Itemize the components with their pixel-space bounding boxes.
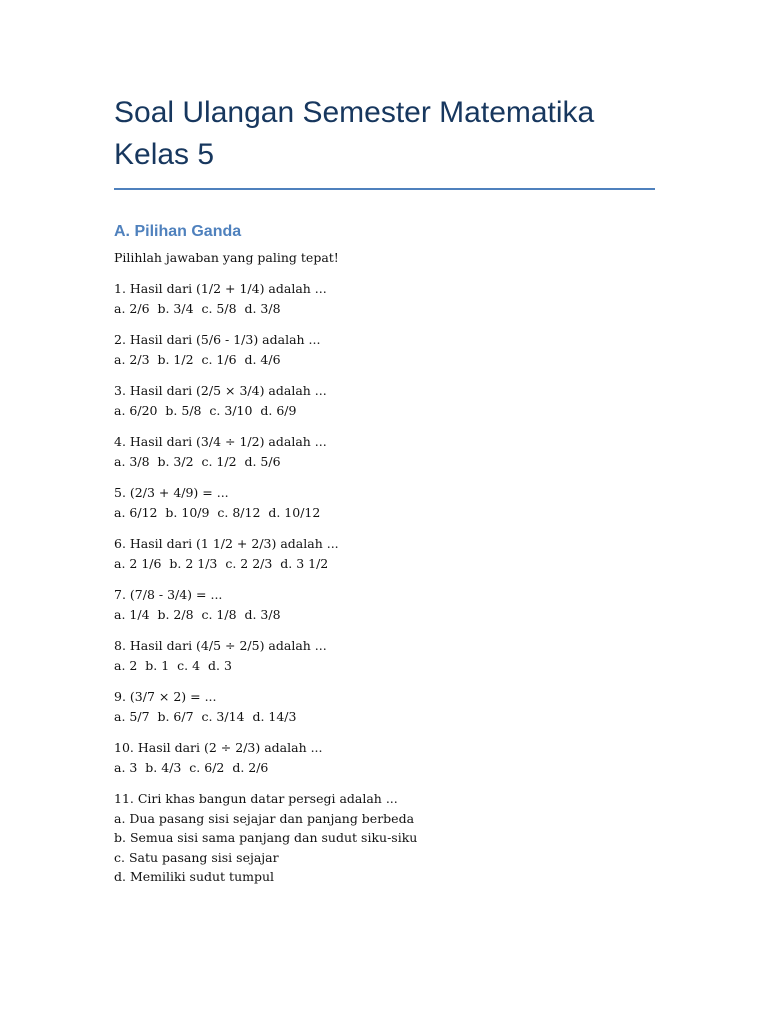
question-text: 3. Hasil dari (2/5 × 3/4) adalah ... [114, 383, 327, 398]
question-text: 1. Hasil dari (1/2 + 1/4) adalah ... [114, 281, 327, 296]
question-item [114, 432, 655, 471]
question-item [114, 789, 655, 887]
question-item [114, 330, 655, 369]
question-options: a. 2 1/6 b. 2 1/3 c. 2 2/3 d. 3 1/2 [114, 555, 329, 571]
title-line-1: Soal Ulangan Semester Matematika [114, 96, 595, 129]
question-options: a. 2/3 b. 1/2 c. 1/6 d. 4/6 [114, 351, 281, 367]
question-options: a. 2/6 b. 3/4 c. 5/8 d. 3/8 [114, 300, 281, 316]
question-item [114, 279, 655, 318]
question-list [114, 279, 655, 887]
option-c: c. Satu pasang sisi sejajar [114, 849, 279, 865]
option-b: b. Semua sisi sama panjang dan sudut siku-siku [114, 830, 418, 845]
question-text: 7. (7/8 - 3/4) = ... [114, 587, 223, 602]
question-options: a. 2 b. 1 c. 4 d. 3 [114, 657, 232, 673]
question-text: 4. Hasil dari (3/4 ÷ 1/2) adalah ... [114, 434, 327, 449]
question-text: 10. Hasil dari (2 ÷ 2/3) adalah ... [114, 740, 323, 755]
question-text: 5. (2/3 + 4/9) = ... [114, 485, 229, 500]
title-divider [114, 188, 655, 190]
question-text: 9. (3/7 × 2) = ... [114, 689, 217, 704]
question-item [114, 585, 655, 624]
question-options: a. 3/8 b. 3/2 c. 1/2 d. 5/6 [114, 453, 281, 469]
question-options: a. 5/7 b. 6/7 c. 3/14 d. 14/3 [114, 708, 297, 724]
question-item [114, 483, 655, 522]
question-text: 11. Ciri khas bangun datar persegi adalah ... [114, 791, 398, 806]
document-page [114, 92, 655, 887]
question-options: a. 6/20 b. 5/8 c. 3/10 d. 6/9 [114, 402, 297, 418]
section-heading: A. Pilihan Ganda [114, 223, 242, 240]
title-line-2: Kelas 5 [114, 138, 215, 171]
question-text: 2. Hasil dari (5/6 - 1/3) adalah ... [114, 332, 321, 347]
option-a: a. Dua pasang sisi sejajar dan panjang berbeda [114, 810, 415, 826]
question-item [114, 534, 655, 573]
question-options: a. 3 b. 4/3 c. 6/2 d. 2/6 [114, 759, 269, 775]
question-item [114, 738, 655, 777]
question-options: a. 1/4 b. 2/8 c. 1/8 d. 3/8 [114, 606, 281, 622]
option-d: d. Memiliki sudut tumpul [114, 869, 275, 884]
question-text: 6. Hasil dari (1 1/2 + 2/3) adalah ... [114, 536, 339, 551]
question-options: a. 6/12 b. 10/9 c. 8/12 d. 10/12 [114, 504, 321, 520]
question-item [114, 636, 655, 675]
question-item [114, 687, 655, 726]
page-title [114, 92, 655, 176]
instruction-text: Pilihlah jawaban yang paling tepat! [114, 250, 339, 265]
question-text: 8. Hasil dari (4/5 ÷ 2/5) adalah ... [114, 638, 327, 653]
question-item [114, 381, 655, 420]
